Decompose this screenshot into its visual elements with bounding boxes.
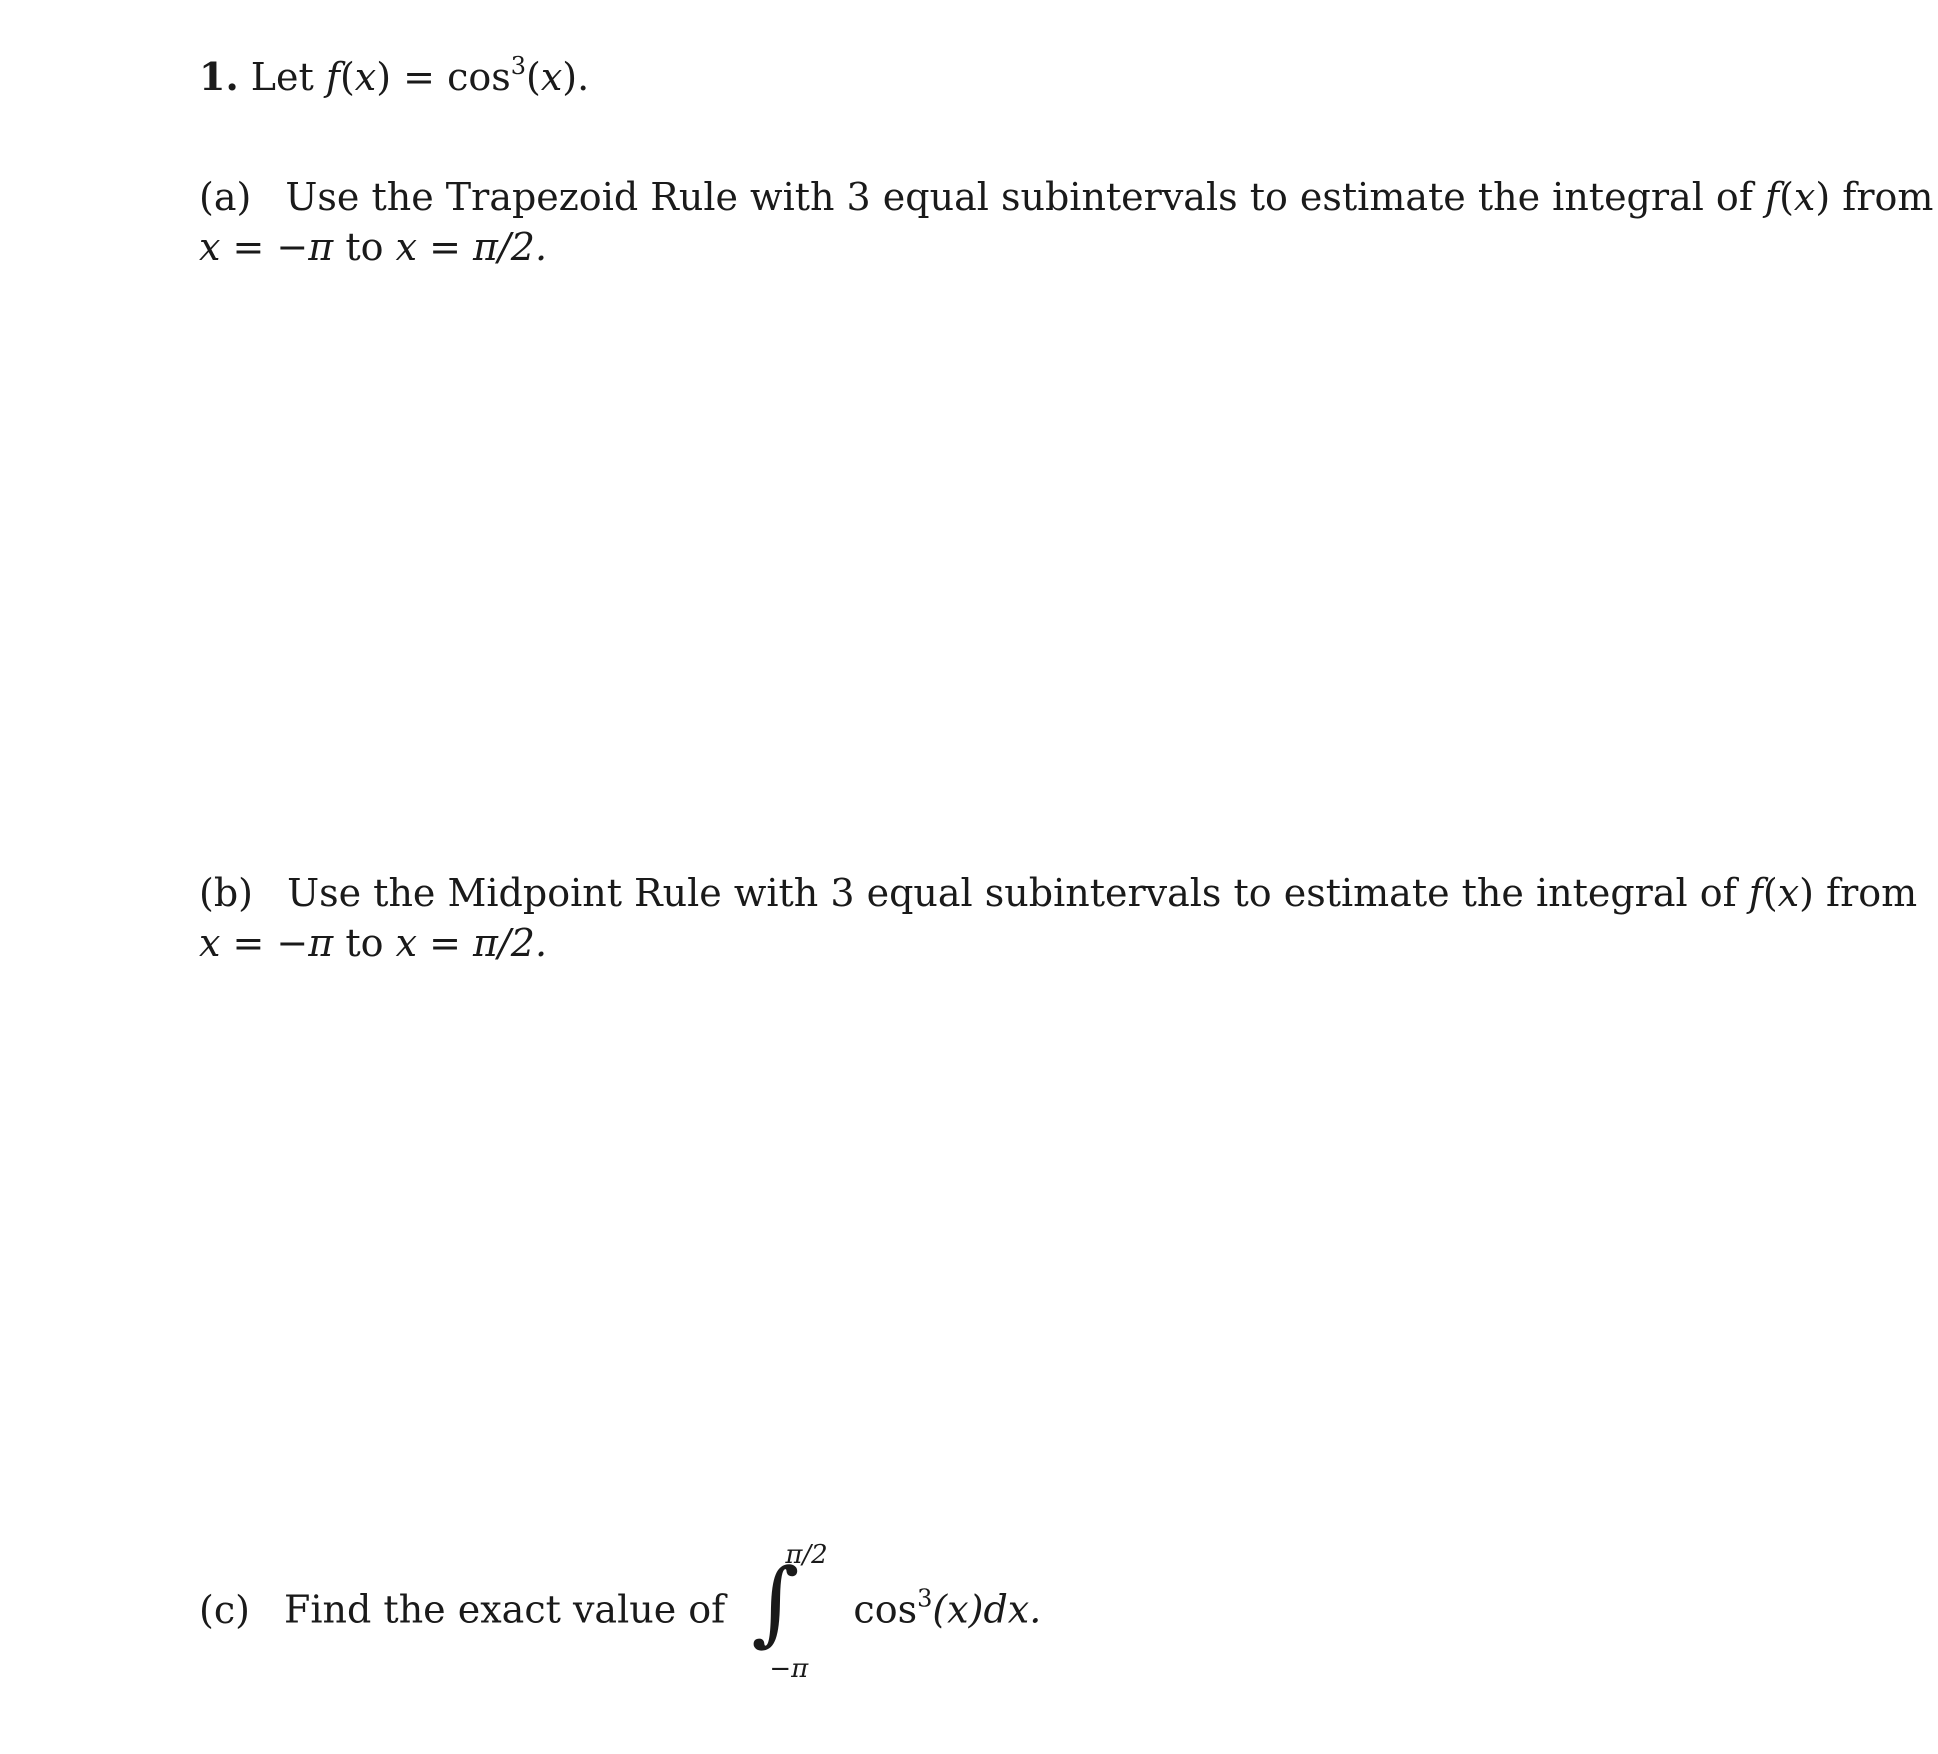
problem-statement: 1. Let $f(x) = \cos^3(x)$. xyxy=(199,52,590,99)
part-a-text: Use the Trapezoid Rule with 3 equal subintervals to estimate the integral of xyxy=(285,175,1753,219)
part-a-variable: x xyxy=(1793,175,1816,219)
part-b xyxy=(199,868,1918,968)
part-c xyxy=(199,1540,1042,1684)
part-a-lower-bound: x = −π xyxy=(199,225,334,269)
equals-sign: = xyxy=(403,55,435,99)
integral-upper-limit: π/2 xyxy=(785,1540,828,1570)
cos-argument: x xyxy=(540,55,563,99)
integrand-rest: (x)dx. xyxy=(932,1587,1042,1632)
part-b-lower-bound: x = −π xyxy=(199,921,334,965)
part-a-function: f xyxy=(1764,175,1780,219)
part-b-label: (b) xyxy=(199,871,253,915)
part-b-text: Use the Midpoint Rule with 3 equal subintervals to estimate the integral of xyxy=(287,871,1737,915)
function-name: f xyxy=(325,55,340,99)
part-b-to: to xyxy=(345,921,384,965)
integral-sign: ∫ xyxy=(751,1549,800,1656)
part-b-line-1: (b) Use the Midpoint Rule with 3 equal subintervals to estimate the integral of f(x) from xyxy=(199,871,1918,915)
cos-power: 3 xyxy=(510,52,527,80)
integrand-cos: cos xyxy=(853,1587,918,1632)
intro-word: Let xyxy=(250,55,314,99)
part-c-label: (c) xyxy=(199,1587,250,1632)
part-a-line-2 xyxy=(199,222,1765,272)
part-c-text: Find the exact value of xyxy=(284,1587,726,1632)
part-a-label: (a) xyxy=(199,175,252,219)
integrand-power: 3 xyxy=(917,1584,933,1613)
integral-lower-limit: −π xyxy=(769,1654,809,1684)
cos-function: cos xyxy=(447,55,511,99)
part-b-from: from xyxy=(1826,871,1918,915)
part-a-upper-bound: x = π/2. xyxy=(395,225,548,269)
part-a-to: to xyxy=(345,225,384,269)
part-b-line-2 xyxy=(199,918,1765,968)
definite-integral xyxy=(751,1540,831,1684)
part-b-function: f xyxy=(1748,871,1763,915)
part-a-from: from xyxy=(1842,175,1934,219)
problem-number: 1. xyxy=(199,54,239,99)
part-a xyxy=(199,172,1934,272)
function-variable: x xyxy=(354,55,377,99)
part-b-variable: x xyxy=(1777,871,1800,915)
part-b-upper-bound: x = π/2. xyxy=(395,921,548,965)
part-a-line-1: (a) Use the Trapezoid Rule with 3 equal subintervals to estimate the integral of f(x) from xyxy=(199,175,1934,219)
